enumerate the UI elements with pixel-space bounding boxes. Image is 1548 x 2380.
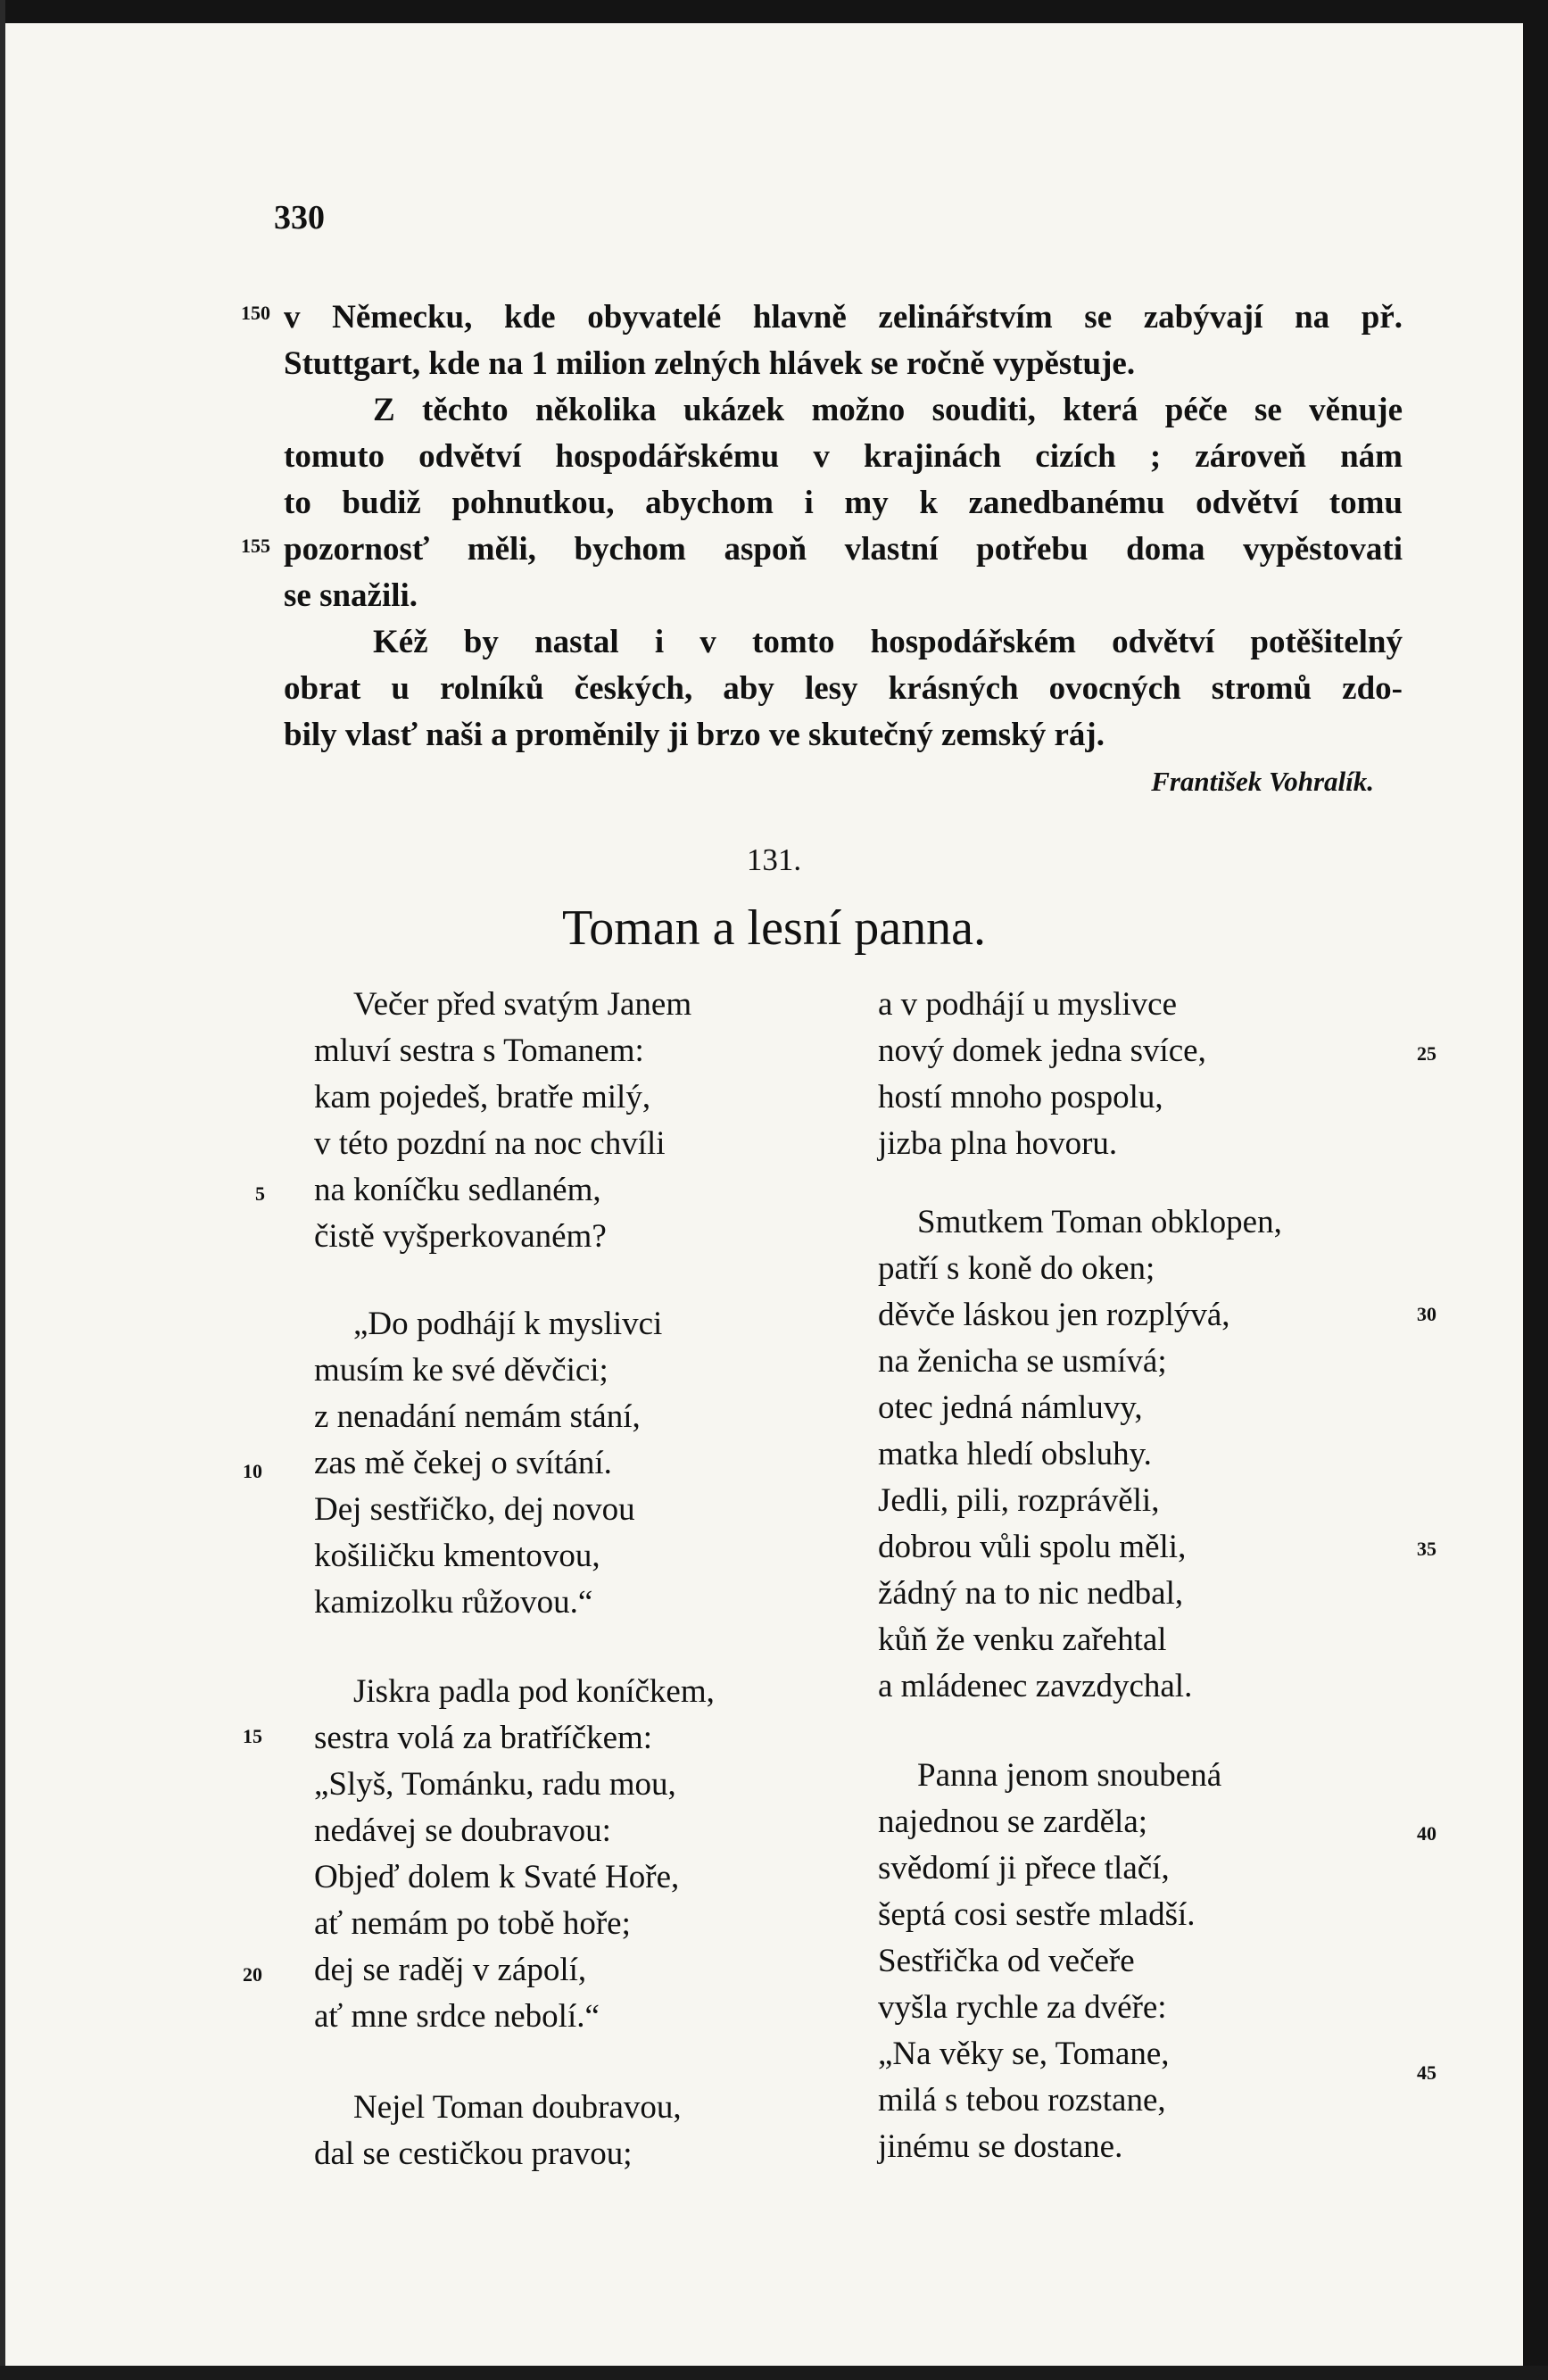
poem-verse: žádný na to nic nedbal, <box>878 1575 1184 1612</box>
poem-verse: ať nemám po tobě hoře; <box>314 1905 631 1942</box>
poem-stanza <box>314 982 691 1260</box>
poem-verse: musím ke své děvčici; <box>314 1352 608 1389</box>
poem-verse: kamizolku růžovou.“ <box>314 1584 593 1621</box>
scan-border-bottom <box>0 2366 1548 2380</box>
poem-verse: vyšla rychle za dvéře: <box>878 1989 1167 2026</box>
poem-verse: otec jedná námluvy, <box>878 1389 1143 1426</box>
poem-verse: děvče láskou jen rozplývá, <box>878 1297 1230 1333</box>
poem-verse: zas mě čekej o svítání. <box>314 1445 612 1481</box>
prose-line: obrat u rolníků českých, aby lesy krásných ovocných stromů zdo- <box>284 670 1403 707</box>
poem-verse: kam pojedeš, bratře milý, <box>314 1079 651 1115</box>
poem-stanza <box>314 2085 682 2177</box>
poem-verse: ať mne srdce nebolí.“ <box>314 1998 600 2035</box>
poem-line-number: 10 <box>243 1460 262 1482</box>
margin-line-number: 155 <box>241 535 270 557</box>
prose-line: to budiž pohnutkou, abychom i my k zanedbanému odvětví tomu <box>284 485 1403 521</box>
prose-line: tomuto odvětví hospodářskému v krajinách cizích ; zároveň nám <box>284 438 1403 475</box>
poem-line-number: 20 <box>243 1963 262 1986</box>
poem-verse: kůň že venku zařehtal <box>878 1621 1167 1658</box>
poem-verse: nedávej se doubravou: <box>314 1812 611 1849</box>
poem-verse: Jedli, pili, rozprávěli, <box>878 1482 1160 1519</box>
poem-line-number: 45 <box>1417 2061 1436 2084</box>
prose-line: Z těchto několika ukázek možno souditi, která péče se věnuje <box>373 392 1403 428</box>
section-number: 131. <box>746 842 802 877</box>
poem-verse: matka hledí obsluhy. <box>878 1436 1152 1472</box>
poem-verse: „Do podhájí k myslivci <box>353 1306 663 1342</box>
poem-verse: jizba plna hovoru. <box>878 1125 1118 1162</box>
prose-line: pozornosť měli, bychom aspoň vlastní potřebu doma vypěstovati <box>284 531 1403 568</box>
poem-verse: Panna jenom snoubená <box>917 1757 1222 1794</box>
poem-verse: hostí mnoho pospolu, <box>878 1079 1163 1115</box>
poem-line-number: 35 <box>1417 1538 1436 1560</box>
poem-verse: a mládenec zavzdychal. <box>878 1668 1193 1704</box>
poem-title: Toman a lesní panna. <box>561 900 987 956</box>
prose-line: se snažili. <box>284 577 418 614</box>
poem-verse: na koníčku sedlaném, <box>314 1172 601 1208</box>
poem-verse: Večer před svatým Janem <box>353 986 692 1023</box>
poem-verse: Sestřička od večeře <box>878 1943 1135 1979</box>
prose-line: Stuttgart, kde na 1 milion zelných hlávek se ročně vypěstuje. <box>284 345 1136 382</box>
poem-verse: „Slyš, Tománku, radu mou, <box>314 1766 676 1803</box>
poem-stanza <box>314 1669 715 2040</box>
poem-verse: jinému se dostane. <box>878 2128 1123 2165</box>
page-number: 330 <box>274 199 325 236</box>
poem-line-number: 40 <box>1417 1822 1436 1845</box>
poem-stanza <box>878 1199 1282 1710</box>
poem-verse: Jiskra padla pod koníčkem, <box>353 1673 715 1710</box>
poem-stanza <box>878 1753 1221 2170</box>
poem-verse: nový domek jedna svíce, <box>878 1032 1206 1069</box>
poem-verse: a v podhájí u myslivce <box>878 986 1177 1023</box>
poem-verse: Objeď dolem k Svaté Hoře, <box>314 1859 680 1895</box>
poem-verse: patří s koně do oken; <box>878 1250 1155 1287</box>
poem-verse: dal se cestičkou pravou; <box>314 2135 633 2172</box>
prose-line: v Německu, kde obyvatelé hlavně zelinářstvím se zabývají na př. <box>284 299 1403 336</box>
author-signature: František Vohralík. <box>1151 766 1374 797</box>
poem-line-number: 15 <box>243 1725 262 1747</box>
poem-verse: sestra volá za bratříčkem: <box>314 1720 653 1756</box>
poem-verse: v této pozdní na noc chvíli <box>314 1125 666 1162</box>
poem-verse: Smutkem Toman obklopen, <box>917 1204 1282 1240</box>
margin-line-number: 150 <box>241 302 270 324</box>
scan-border-left <box>0 0 5 2380</box>
poem-verse: mluví sestra s Tomanem: <box>314 1032 644 1069</box>
poem-verse: z nenadání nemám stání, <box>314 1398 641 1435</box>
poem-verse: svědomí ji přece tlačí, <box>878 1850 1170 1887</box>
poem-verse: košiličku kmentovou, <box>314 1538 600 1574</box>
poem-line-number: 5 <box>255 1182 265 1205</box>
scan-border-right <box>1523 0 1548 2380</box>
poem-line-number: 25 <box>1417 1042 1436 1065</box>
poem-verse: milá s tebou rozstane, <box>878 2082 1166 2119</box>
poem-verse: čistě vyšperkovaném? <box>314 1218 607 1255</box>
poem-verse: Dej sestřičko, dej novou <box>314 1491 635 1528</box>
poem-verse: šeptá cosi sestře mladší. <box>878 1896 1196 1933</box>
poem-line-number: 30 <box>1417 1303 1436 1325</box>
poem-verse: dej se raděj v zápolí, <box>314 1952 587 1988</box>
poem-verse: „Na věky se, Tomane, <box>878 2036 1170 2072</box>
poem-verse: dobrou vůli spolu měli, <box>878 1529 1187 1565</box>
poem-stanza <box>314 1301 662 1626</box>
poem-stanza <box>878 982 1206 1167</box>
poem-verse: Nejel Toman doubravou, <box>353 2089 682 2126</box>
prose-line: bily vlasť naši a proměnily ji brzo ve skutečný zemský ráj. <box>284 717 1105 753</box>
poem-verse: najednou se zarděla; <box>878 1804 1148 1840</box>
prose-line: Kéž by nastal i v tomto hospodářském odvětví potěšitelný <box>373 624 1403 660</box>
poem-verse: na ženicha se usmívá; <box>878 1343 1167 1380</box>
scan-border-top <box>0 0 1548 23</box>
